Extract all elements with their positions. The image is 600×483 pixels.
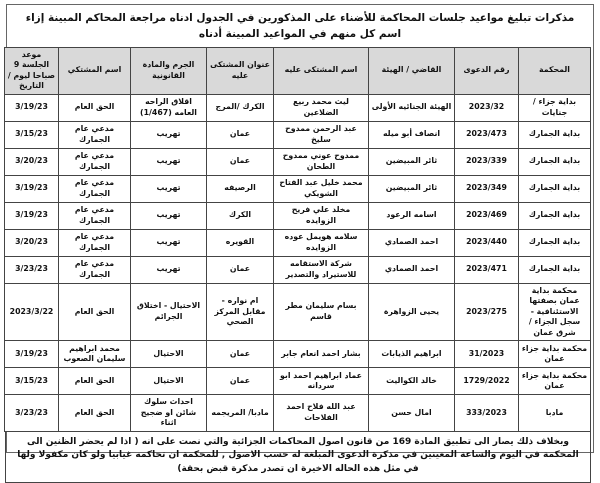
cell-judge: انصاف أبو ميله: [369, 121, 455, 148]
cell-defendant-address: عمان: [207, 121, 274, 148]
cell-judge: ابراهيم الذيابات: [369, 341, 455, 368]
cell-case-number: 2023/339: [455, 148, 519, 175]
cell-complainant: الحق العام: [59, 94, 131, 121]
cell-court: بداية الجمارك: [519, 148, 591, 175]
legal-note: وبخلاف ذلك يصار الى تطبيق المادة 169 من قانون اصول المحاكمات الجزائية والتي نصت على انه ( اذا لم يحضر الظنين الى المحكمة في اليوم والساعة المعينين في مذكرة الدعوى المبلغة له حسب الاصول , للمحكمة ان تحاكمه غيابيا ولو كان مكفولا ولها في مثل هذه الحاله الاخيرة ان تصدر مذكرة قبض بحقة): [5, 432, 591, 483]
cell-defendant-name: عماد ابراهيم احمد ابو سردانه: [274, 368, 369, 395]
cell-crime: تهريب: [131, 121, 207, 148]
cell-complainant: مدعي عام الجمارك: [59, 202, 131, 229]
cell-session-date: 3/15/23: [5, 368, 59, 395]
table-row: [5, 256, 591, 283]
cell-complainant: الحق العام: [59, 368, 131, 395]
cell-defendant-address: الكرك: [207, 202, 274, 229]
cell-case-number: 2023/471: [455, 256, 519, 283]
document-title: مذكرات تبليغ مواعيد جلسات المحاكمة للأضناء على المذكورين في الجدول ادناه مراجعة المحاكم المبينة إزاء اسم كل منهم في المواعيد المبينة أدناه: [25, 12, 575, 41]
table-row: [5, 121, 591, 148]
cell-crime: الاحتيال: [131, 341, 207, 368]
cell-crime: احداث سلوك شائن او ضجيج اثناء: [131, 395, 207, 432]
cell-judge: احمد الصمادي: [369, 229, 455, 256]
cell-court: بداية الجمارك: [519, 175, 591, 202]
cell-judge: خالد الكواليت: [369, 368, 455, 395]
table-header-row: [5, 47, 591, 94]
cell-court: بداية جزاء /جنايات: [519, 94, 591, 121]
cell-crime: الاحتيال - اختلاق الجرائم: [131, 283, 207, 341]
cell-judge: يحيى الزواهرة: [369, 283, 455, 341]
cell-crime: تهريب: [131, 229, 207, 256]
column-header-case-number: رقم الدعوى: [455, 47, 519, 94]
cell-defendant-name: شركة الاستقامه للاستيراد والتصدير: [274, 256, 369, 283]
cell-case-number: 1729/2022: [455, 368, 519, 395]
column-header-defendant-address: عنوان المشتكى عليه: [207, 47, 274, 94]
table-row: [5, 341, 591, 368]
cell-court: بداية الجمارك: [519, 121, 591, 148]
cell-session-date: 3/23/23: [5, 256, 59, 283]
cell-session-date: 3/19/23: [5, 341, 59, 368]
cell-complainant: الحق العام: [59, 283, 131, 341]
cell-case-number: 2023/349: [455, 175, 519, 202]
cell-judge: احمد الصمادي: [369, 256, 455, 283]
cell-defendant-address: القويره: [207, 229, 274, 256]
cell-judge: الهيئة الجنائيه الأولى: [369, 94, 455, 121]
cell-crime: اقلاق الراحه العامه (1/467): [131, 94, 207, 121]
cell-complainant: محمد ابراهيم سليمان الصعوب: [59, 341, 131, 368]
cell-session-date: 3/20/23: [5, 148, 59, 175]
cell-case-number: 2023/469: [455, 202, 519, 229]
cell-case-number: 333/2023: [455, 395, 519, 432]
cell-defendant-name: بسام سليمان مطر قاسم: [274, 283, 369, 341]
cell-case-number: 2023/473: [455, 121, 519, 148]
cell-defendant-name: مخلد علي فريح الزوايده: [274, 202, 369, 229]
cell-session-date: 3/20/23: [5, 229, 59, 256]
cell-complainant: مدعي عام الجمارك: [59, 229, 131, 256]
cell-defendant-address: الرصيفه: [207, 175, 274, 202]
cell-case-number: 2023/32: [455, 94, 519, 121]
cell-defendant-name: ممدوح عوني ممدوح الطحان: [274, 148, 369, 175]
table-row: [5, 202, 591, 229]
cell-complainant: مدعي عام الجمارك: [59, 175, 131, 202]
cell-complainant: مدعي عام الجمارك: [59, 256, 131, 283]
cell-crime: تهريب: [131, 148, 207, 175]
cell-court: بداية الجمارك: [519, 202, 591, 229]
cell-court: بداية الجمارك: [519, 256, 591, 283]
document-frame: [6, 4, 594, 474]
column-header-session-date: موعد الجلسة 9 صباحا ليوم / التاريخ: [5, 47, 59, 94]
cell-crime: الاحتيال: [131, 368, 207, 395]
table-row: [5, 229, 591, 256]
cell-session-date: 3/19/23: [5, 94, 59, 121]
cell-court: محكمة بداية جزاء عمان: [519, 341, 591, 368]
cell-defendant-name: سلامه هويمل عوده الزوايده: [274, 229, 369, 256]
cell-defendant-name: عبد الرحمن ممدوح سليخ: [274, 121, 369, 148]
cell-court: مادبا: [519, 395, 591, 432]
cell-crime: تهريب: [131, 256, 207, 283]
cell-judge: ثائر المبيضين: [369, 148, 455, 175]
table-row: [5, 148, 591, 175]
cell-defendant-name: ليث محمد ربيع الضلاعين: [274, 94, 369, 121]
cell-court: محكمة بداية عمان بصفتها الاستئنافية - سجل الجزاء /شرق عمان: [519, 283, 591, 341]
cell-session-date: 3/23/23: [5, 395, 59, 432]
cell-defendant-address: عمان: [207, 148, 274, 175]
table-row: [5, 175, 591, 202]
table-row: [5, 283, 591, 341]
cell-defendant-address: عمان: [207, 368, 274, 395]
hearings-table: [4, 47, 591, 432]
cell-defendant-address: عمان: [207, 256, 274, 283]
column-header-judge: القاضي / الهيئة: [369, 47, 455, 94]
cell-judge: ثائر المبيضين: [369, 175, 455, 202]
cell-case-number: 31/2023: [455, 341, 519, 368]
table-row: [5, 94, 591, 121]
cell-judge: اسامه الرعود: [369, 202, 455, 229]
cell-session-date: 3/19/23: [5, 175, 59, 202]
cell-session-date: 3/19/23: [5, 202, 59, 229]
cell-session-date: 3/15/23: [5, 121, 59, 148]
cell-complainant: مدعي عام الجمارك: [59, 121, 131, 148]
column-header-crime: الجرم والمادة القانونية: [131, 47, 207, 94]
cell-complainant: مدعي عام الجمارك: [59, 148, 131, 175]
cell-defendant-address: الكرك /المرج: [207, 94, 274, 121]
cell-session-date: 2023/3/22: [5, 283, 59, 341]
cell-judge: امال حسن: [369, 395, 455, 432]
column-header-court: المحكمة: [519, 47, 591, 94]
column-header-complainant: اسم المشتكي: [59, 47, 131, 94]
table-row: [5, 395, 591, 432]
cell-defendant-name: بشار احمد انعام جابر: [274, 341, 369, 368]
cell-case-number: 2023/440: [455, 229, 519, 256]
cell-crime: تهريب: [131, 202, 207, 229]
cell-defendant-name: محمد خليل عبد الفتاح الشويكي: [274, 175, 369, 202]
cell-court: محكمة بداية جزاء عمان: [519, 368, 591, 395]
cell-complainant: الحق العام: [59, 395, 131, 432]
cell-defendant-address: عمان: [207, 341, 274, 368]
cell-court: بداية الجمارك: [519, 229, 591, 256]
column-header-defendant-name: اسم المشتكى عليه: [274, 47, 369, 94]
cell-defendant-address: مادبا/ المريجمه: [207, 395, 274, 432]
cell-crime: تهريب: [131, 175, 207, 202]
cell-defendant-name: عبد الله فلاح احمد الفلاحات: [274, 395, 369, 432]
cell-defendant-address: ام نواره - مقابل المركز الصحي: [207, 283, 274, 341]
cell-case-number: 2023/275: [455, 283, 519, 341]
table-row: [5, 368, 591, 395]
